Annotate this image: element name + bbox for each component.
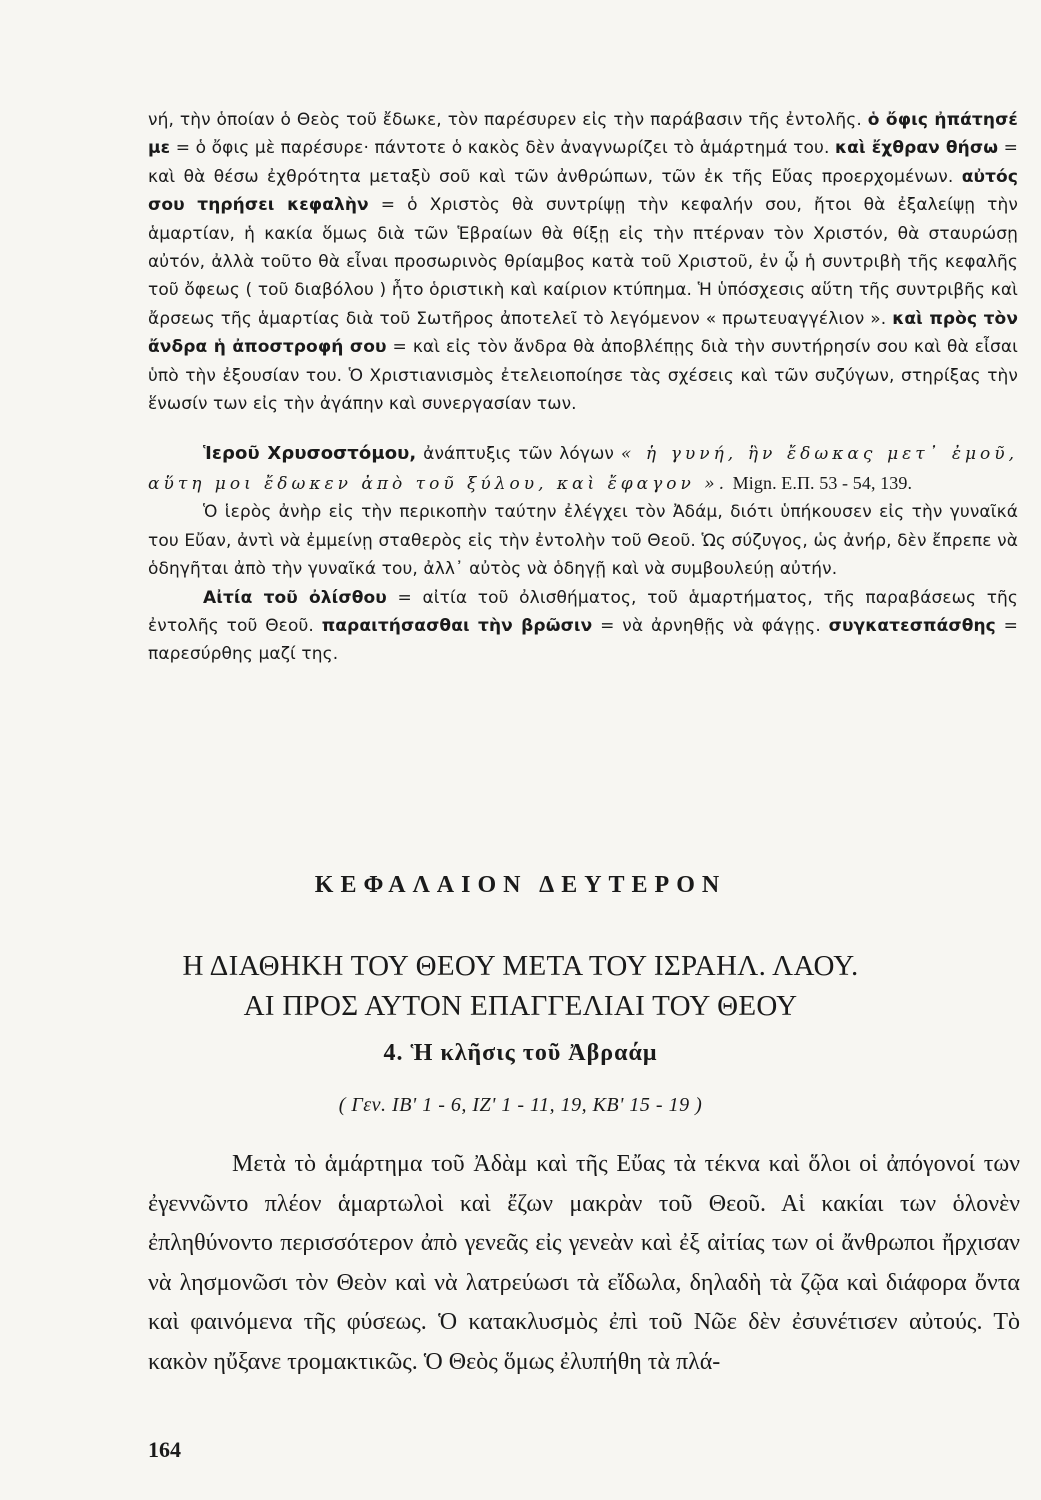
bold-term: Αἰτία τοῦ ὀλίσθου bbox=[203, 587, 387, 608]
chapter-heading: ΚΕΦΑΛΑΙΟΝ ΔΕΥΤΕΡΟΝ bbox=[314, 872, 727, 898]
bold-term: συγκατεσπάσθης bbox=[828, 615, 996, 636]
commentary-paragraph: νή, τὴν ὁποίαν ὁ Θεὸς τοῦ ἔδωκε, τὸν παρέσυρεν εἰς τὴν παράβασιν τῆς ἐντολῆς. ὁ ὄφις ἠπάτησέ με = ὁ ὄφις μὲ παρέσυρε· πάντοτε ὁ κακὸς δὲν ἀναγνωρίζει τὸ ἁμάρτημά του. καὶ ἔχθραν θήσω = καὶ θὰ θέσω ἐχθρότητα μεταξὺ σοῦ καὶ τῶν ἀνθρώπων, τῶν ἐκ τῆς Εὔας προερχομένων. αὐτός σου τηρήσει κεφαλὴν = ὁ Χριστὸς θὰ συντρίψῃ τὴν κεφαλήν σου, ἤτοι θὰ ἐξαλείψῃ τὴν ἁμαρτίαν, ἡ κακία ὅμως διὰ τῶν Ἑβραίων θὰ θίξῃ εἰς τὴν πτέρναν τὸν Χριστόν, θὰ σταυρώσῃ αὐτόν, ἀλλὰ τοῦτο θὰ εἶναι προσωρινὸς θρίαμβος κατὰ τοῦ Χριστοῦ, ἐν ᾧ ἡ συντριβὴ τῆς κεφαλῆς τοῦ ὄφεως ( τοῦ διαβόλου ) ἦτο ὁριστικὴ καὶ καίριον κτύπημα. Ἡ ὑπόσχεσις αὕτη τῆς συντριβῆς καὶ ἄρσεως τῆς ἁμαρτίας διὰ τοῦ Σωτῆρος ἀποτελεῖ τὸ λεγόμενον « πρωτευαγγέλιον ». καὶ πρὸς τὸν ἄνδρα ἡ ἀποστροφή σου = καὶ εἰς τὸν ἄνδρα θὰ ἀποβλέπῃς διὰ τὴν συντήρησίν σου καὶ θὰ εἶσαι ὑπὸ τὴν ἐξουσίαν του. Ὁ Χριστιανισμὸς ἐτελειοποίησε τὰς σχέσεις καὶ τῶν συζύγων, στηρίξας τὴν ἕνωσίν των εἰς τὴν ἀγάπην καὶ συνεργασίαν των. bbox=[148, 110, 1018, 415]
reference-source: Mign. Ε.Π. 53 - 54, 139. bbox=[728, 472, 913, 493]
scripture-reference: ( Γεν. ΙΒ' 1 - 6, ΙΖ' 1 - 11, 19, ΚΒ' 15 - 19 ) bbox=[338, 1094, 703, 1116]
reference-quote: « ἡ γυνή, ἣν ἔδωκας μετ᾽ ἐμοῦ, αὕτη μοι ἔδωκεν ἀπὸ τοῦ ξύλου, καὶ ἔφαγον ». bbox=[148, 444, 1018, 494]
bold-term: ὁ ὄφις ἠπάτησέ με bbox=[148, 110, 1018, 159]
bold-term: παραιτήσασθαι τὴν βρῶσιν bbox=[321, 615, 593, 636]
paragraph-gap bbox=[148, 418, 1018, 440]
chapter-title bbox=[0, 946, 1041, 1026]
patristic-reference bbox=[148, 440, 1018, 498]
bold-term: αὐτός σου τηρήσει κεφαλὴν bbox=[148, 166, 1018, 216]
chapter-title-line-2: ΑΙ ΠΡΟΣ ΑΥΤΟΝ ΕΠΑΓΓΕΛΙΑΙ ΤΟΥ ΘΕΟΥ bbox=[243, 990, 798, 1022]
main-paragraph: Μετὰ τὸ ἁμάρτημα τοῦ Ἀδὰμ καὶ τῆς Εὔας τὰ τέκνα καὶ ὅλοι οἱ ἀπόγονοί των ἐγεννῶντο πλέον ἁμαρτωλοὶ καὶ ἔζων μακρὰν τοῦ Θεοῦ. Αἱ κακίαι των ὁλονὲν ἐπληθύνοντο περισσότερον ἀπὸ γενεᾶς εἰς γενεὰν καὶ ἐξ αἰτίας των οἱ ἄνθρωποι ἤρχισαν νὰ λησμονῶσι τὸν Θεὸν καὶ νὰ λατρεύωσι τὰ εἴδωλα, δηλαδὴ τὰ ζῷα καὶ διάφορα ὄντα καὶ φαινόμενα τῆς φύσεως. Ὁ κατακλυσμὸς ἐπὶ τοῦ Νῶε δὲν ἐσυνέτισεν αὐτούς. Τὸ κακὸν ηὔξανε τρομακτικῶς. Ὁ Θεὸς ὅμως ἐλυπήθη τὰ πλά- bbox=[148, 1151, 1020, 1375]
main-text bbox=[148, 1145, 1020, 1383]
bold-term: καὶ ἔχθραν θήσω bbox=[834, 138, 999, 159]
reference-author: Ἱεροῦ Χρυσοστόμου, bbox=[203, 443, 417, 465]
commentary-paragraph-2: Ὁ ἱερὸς ἀνὴρ εἰς τὴν περικοπὴν ταύτην ἐλέγχει τὸν Ἀδάμ, διότι ὑπήκουσεν εἰς τὴν γυναῖκά του Εὔαν, ἀντὶ νὰ ἐμμείνῃ σταθερὸς εἰς τὴν ἐντολὴν τοῦ Θεοῦ. Ὡς σύζυγος, ὡς ἀνήρ, δὲν ἔπρεπε νὰ ὁδηγῆται ἀπὸ τὴν γυναῖκά του, ἀλλ᾽ αὐτὸς νὰ ὁδηγῇ καὶ νὰ συμβουλεύῃ αὐτήν. bbox=[148, 502, 1018, 580]
section-heading: 4. Ἡ κλῆσις τοῦ Ἀβραάμ bbox=[383, 1040, 658, 1066]
bold-term: καὶ πρὸς τὸν ἄνδρα ἡ ἀποστροφή σου bbox=[148, 308, 1018, 358]
page-number: 164 bbox=[148, 1437, 181, 1462]
chapter-title-line-1: Η ΔΙΑΘΗΚΗ ΤΟΥ ΘΕΟΥ ΜΕΤΑ ΤΟΥ ΙΣΡΑΗΛ. ΛΑΟΥ. bbox=[182, 950, 859, 982]
reference-intro: ἀνάπτυξις τῶν λόγων bbox=[416, 444, 621, 465]
glossary-paragraph: Αἰτία τοῦ ὀλίσθου = αἰτία τοῦ ὀλισθήματος, τοῦ ἁμαρτήματος, τῆς παραβάσεως τῆς ἐντολῆς τοῦ Θεοῦ. παραιτήσασθαι τὴν βρῶσιν = νὰ ἀρνηθῇς νὰ φάγῃς. συγκατεσπάσθης = παρεσύρθης μαζί της. bbox=[148, 587, 1019, 665]
commentary-notes bbox=[148, 106, 1018, 669]
